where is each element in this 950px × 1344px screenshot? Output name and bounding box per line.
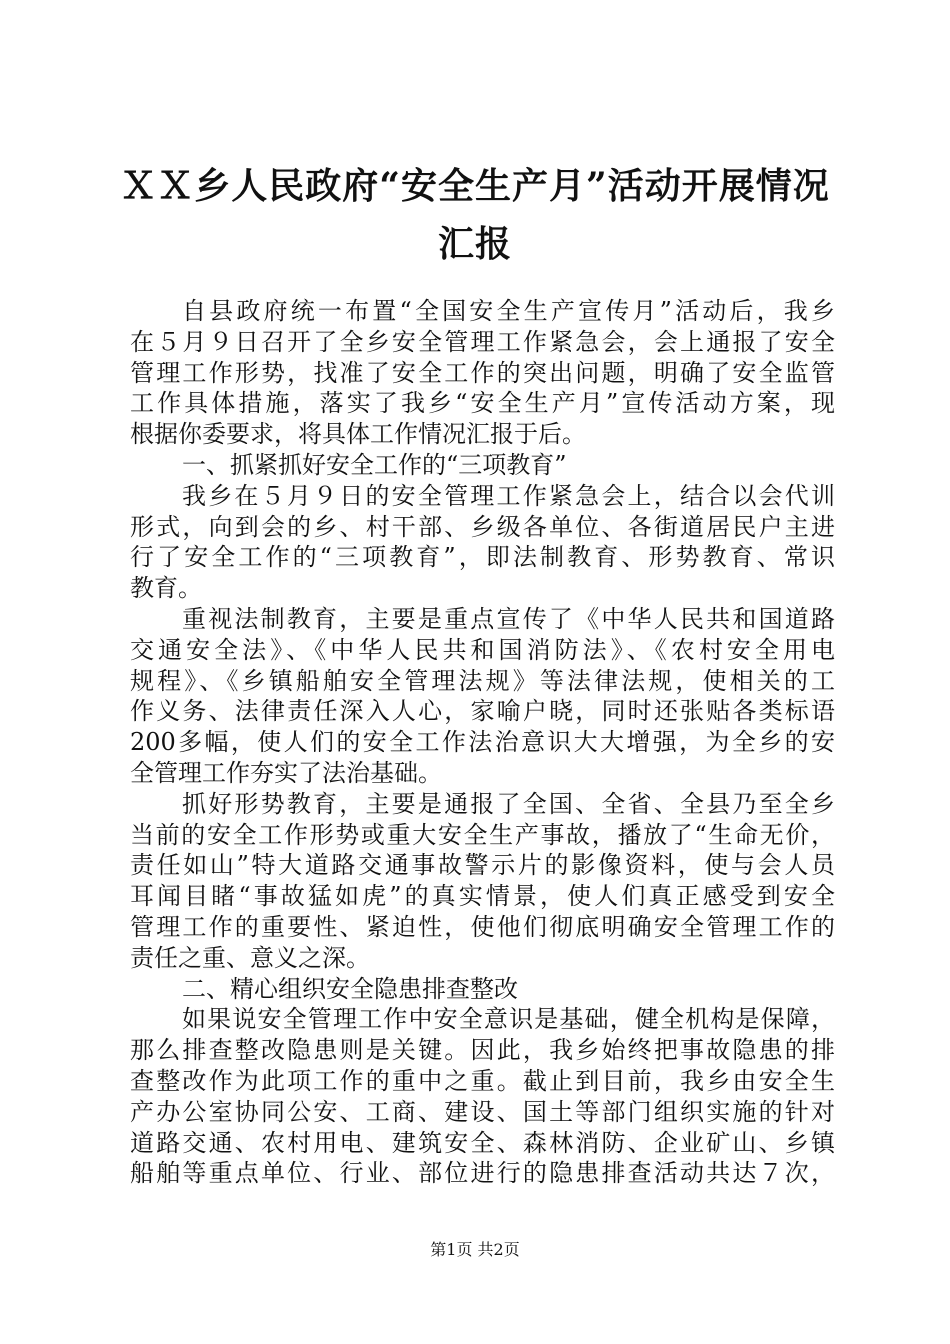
body-text-line: 如果说安全管理工作中安全意识是基础，健全机构是保障， <box>182 1005 835 1034</box>
body-text-line: 我乡在５月９日的安全管理工作紧急会上，结合以会代训 <box>182 481 835 510</box>
body-text-line: 在５月９日召开了全乡安全管理工作紧急会，会上通报了安全 <box>130 327 835 356</box>
body-text-line: 全管理工作夯实了法治基础。 <box>130 758 442 787</box>
body-text-line: 耳闻目睹“事故猛如虎”的真实情景，使人们真正感受到安全 <box>130 882 835 911</box>
body-text-line: 规程》、《乡镇船舶安全管理法规》等法律法规，使相关的工 <box>130 666 835 695</box>
body-text-line: 交通安全法》、《中华人民共和国消防法》、《农村安全用电 <box>130 635 835 664</box>
body-text-line: 工作具体措施，落实了我乡“安全生产月”宣传活动方案，现 <box>130 389 835 418</box>
body-text-line: 管理工作形势，找准了安全工作的突出问题，明确了安全监管 <box>130 358 835 387</box>
body-text-line: 那么排查整改隐患则是关键。因此，我乡始终把事故隐患的排 <box>130 1036 835 1065</box>
body-text-line: 管理工作的重要性、紧迫性，使他们彻底明确安全管理工作的 <box>130 912 835 941</box>
document-body <box>130 296 835 1189</box>
document-title-line-1: ＸＸ乡人民政府“安全生产月”活动开展情况 <box>120 165 830 207</box>
body-text-line: 查整改作为此项工作的重中之重。截止到目前，我乡由安全生 <box>130 1066 835 1095</box>
body-text-line: 当前的安全工作形势或重大安全生产事故，播放了“生命无价， <box>130 820 835 849</box>
body-text-line: 产办公室协同公安、工商、建设、国土等部门组织实施的针对 <box>130 1097 835 1126</box>
body-text-line: 自县政府统一布置“全国安全生产宣传月”活动后，我乡 <box>182 297 835 325</box>
body-text-line: 道路交通、农村用电、建筑安全、森林消防、企业矿山、乡镇 <box>130 1128 835 1157</box>
body-text-line: 责任如山”特大道路交通事故警示片的影像资料，使与会人员 <box>130 851 835 880</box>
body-text-line: 二、精心组织安全隐患排查整改 <box>182 974 518 1003</box>
body-text-line: 重视法制教育，主要是重点宣传了《中华人民共和国道路 <box>182 604 835 633</box>
body-text-line: 责任之重、意义之深。 <box>130 943 370 972</box>
body-text-line: 教育。 <box>130 574 202 603</box>
body-text-line: 行了安全工作的“三项教育”，即法制教育、形势教育、常识 <box>130 543 835 572</box>
body-text-line: 一、抓紧抓好安全工作的“三项教育” <box>182 450 567 479</box>
body-text-line: 200多幅，使人们的安全工作法治意识大大增强，为全乡的安 <box>130 728 835 757</box>
page-footer: 第1页 共2页 <box>430 1240 520 1259</box>
body-text-line: 根据你委要求，将具体工作情况汇报于后。 <box>130 420 586 449</box>
document-title-line-2: 汇报 <box>437 223 512 265</box>
body-text-line: 作义务、法律责任深入人心，家喻户晓，同时还张贴各类标语 <box>130 697 835 726</box>
body-text-line: 抓好形势教育，主要是通报了全国、全省、全县乃至全乡 <box>182 789 835 818</box>
body-text-line: 形式，向到会的乡、村干部、乡级各单位、各街道居民户主进 <box>130 512 835 541</box>
body-text-line: 船舶等重点单位、行业、部位进行的隐患排查活动共达７次， <box>130 1159 835 1188</box>
